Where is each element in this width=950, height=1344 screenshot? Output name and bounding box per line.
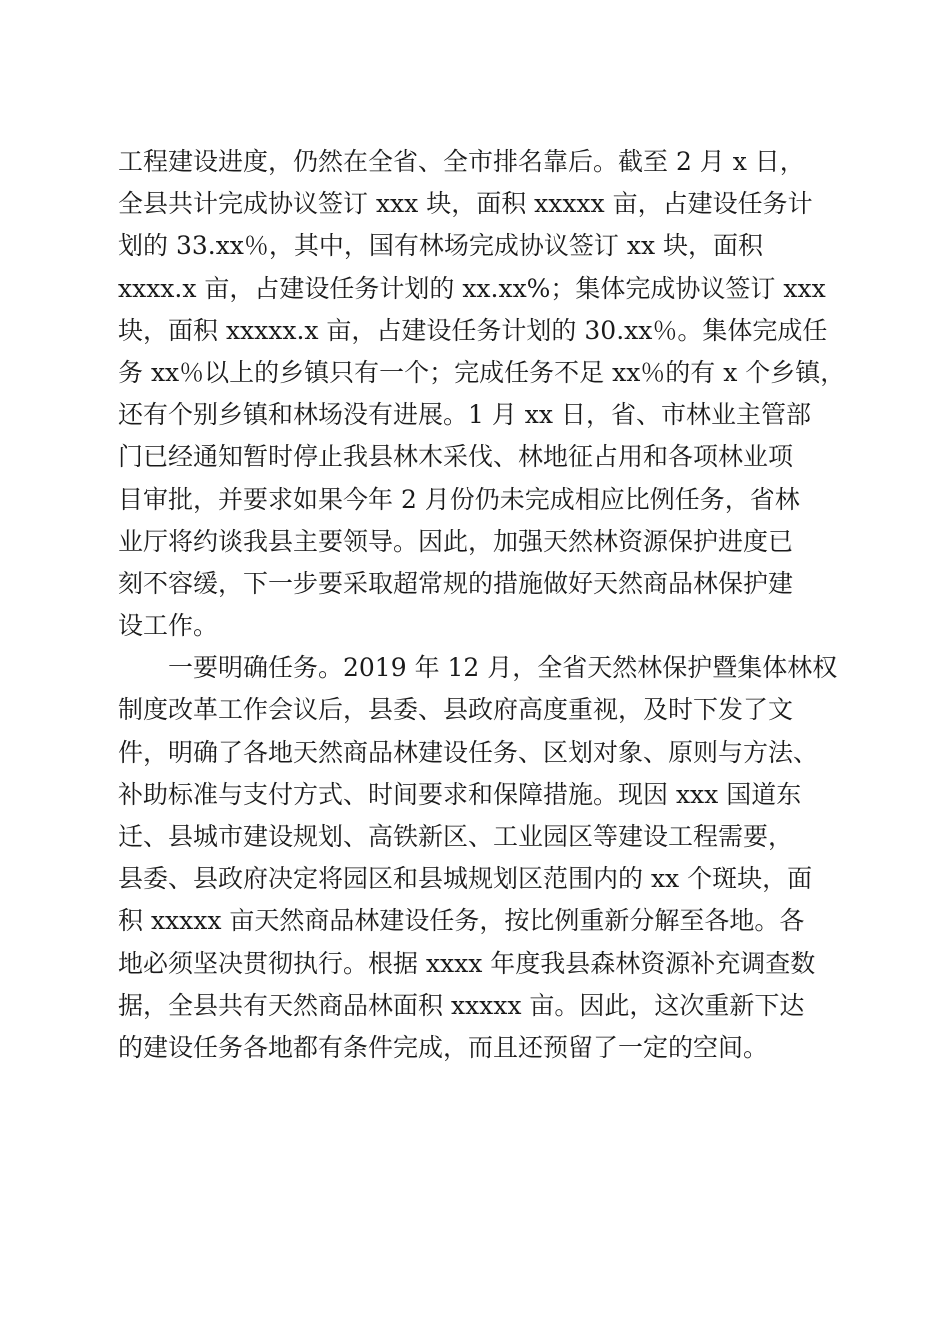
text-line: 一要明确任务。2019 年 12 月，全省天然林保护暨集体林权 xyxy=(118,653,838,683)
text-line: 还有个别乡镇和林场没有进展。1 月 xx 日，省、市林业主管部 xyxy=(118,400,811,430)
text-line: 全县共计完成协议签订 xxx 块，面积 xxxxx 亩，占建设任务计 xyxy=(118,189,813,219)
text-line: 积 xxxxx 亩天然商品林建设任务，按比例重新分解至各地。各 xyxy=(118,906,805,936)
text-line: 块，面积 xxxxx.x 亩，占建设任务计划的 30.xx％。集体完成任 xyxy=(118,315,828,345)
text-line: 的建设任务各地都有条件完成，而且还预留了一定的空间。 xyxy=(118,1032,769,1062)
text-line: 业厅将约谈我县主要领导。因此，加强天然林资源保护进度已 xyxy=(118,526,794,556)
text-line: 门已经通知暂时停止我县林木采伐、林地征占用和各项林业项 xyxy=(118,442,794,472)
text-line: 补助标准与支付方式、时间要求和保障措施。现因 xxx 国道东 xyxy=(118,779,802,809)
text-line: 地必须坚决贯彻执行。根据 xxxx 年度我县森林资源补充调查数 xyxy=(118,948,816,978)
text-line: 县委、县政府决定将园区和县城规划区范围内的 xx 个斑块，面 xyxy=(118,864,813,894)
text-line: 工程建设进度，仍然在全省、全市排名靠后。截至 2 月 x 日， xyxy=(118,147,805,176)
text-line: 目审批，并要求如果今年 2 月份仍未完成相应比例任务，省林 xyxy=(118,484,800,514)
body-text xyxy=(118,141,898,1069)
text-line: 迁、县城市建设规划、高铁新区、工业园区等建设工程需要， xyxy=(118,822,794,851)
text-line: 划的 33.xx％，其中，国有林场完成协议签订 xx 块，面积 xyxy=(118,231,763,261)
text-line: 务 xx％以上的乡镇只有一个；完成任务不足 xx％的有 x 个乡镇， xyxy=(118,357,846,387)
text-line: 制度改革工作会议后，县委、县政府高度重视，及时下发了文 xyxy=(118,695,794,725)
text-line: 据，全县共有天然商品林面积 xxxxx 亩。因此，这次重新下达 xyxy=(118,990,805,1020)
text-line: 刻不容缓，下一步要采取超常规的措施做好天然商品林保护建 xyxy=(118,568,794,598)
text-line: 件，明确了各地天然商品林建设任务、区划对象、原则与方法、 xyxy=(118,737,819,767)
text-line: xxxx.x 亩，占建设任务计划的 xx.xx%；集体完成协议签订 xxx xyxy=(118,273,826,303)
text-line: 设工作。 xyxy=(118,611,219,641)
